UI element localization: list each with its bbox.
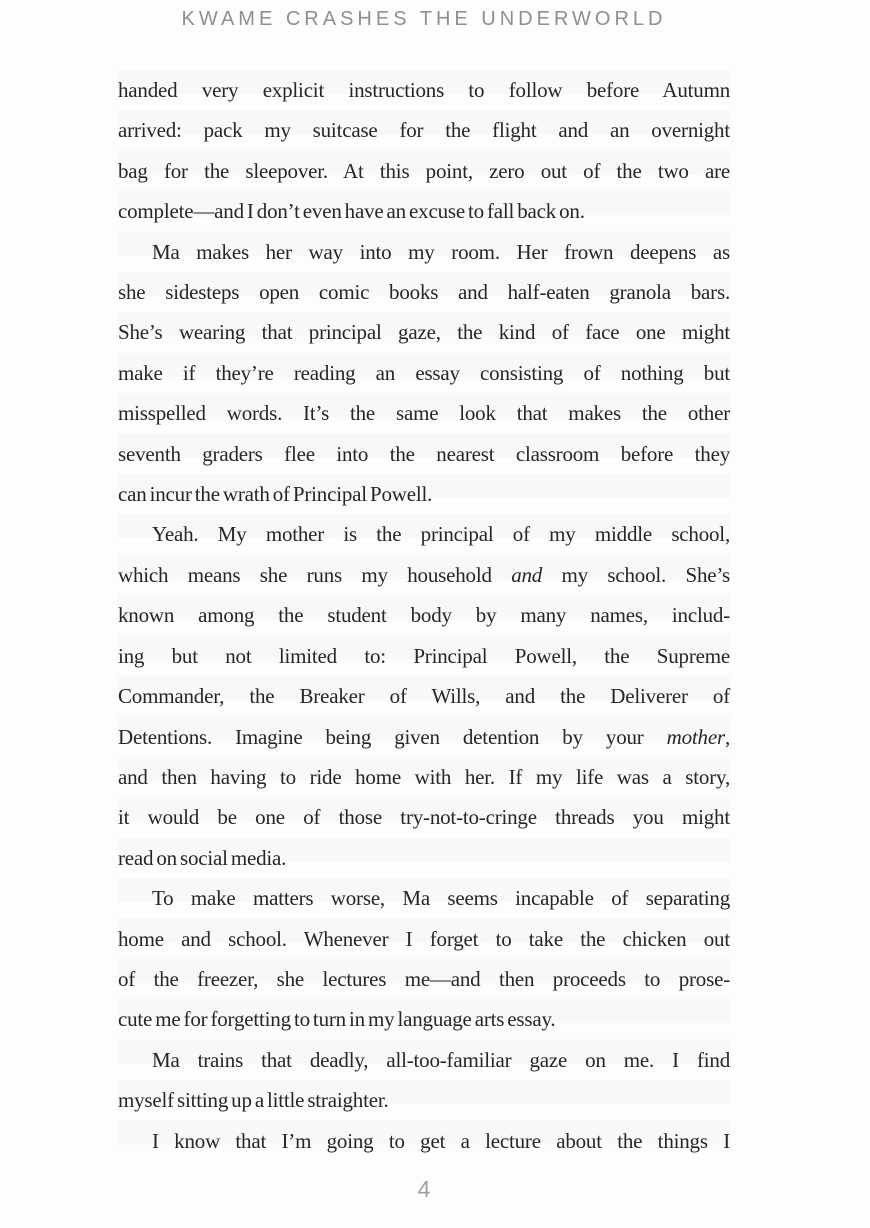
text-line: I know that I’m going to get a lecture about the things I [152,1128,730,1153]
page-number: 4 [417,1176,431,1202]
text-line: cute me for forgetting to turn in my language arts essay. [118,1007,556,1032]
text-line: known among the student body by many names, includ- [118,603,730,628]
paragraph [118,70,730,232]
text-line: she sidesteps open comic books and half-eaten granola bars. [118,280,730,305]
paragraph [118,878,730,1040]
text-line: ing but not limited to: Principal Powell, the Supreme [118,643,730,668]
text-line: it would be one of those try-not-to-cringe threads you might [118,805,730,830]
text-line: To make matters worse, Ma seems incapable of separating [152,886,730,911]
text-line: Detentions. Imagine being given detention by your mother, [118,724,730,749]
paragraph [118,1121,730,1161]
text-line: complete—and I don’t even have an excuse to fall back on. [118,199,585,224]
text-line: bag for the sleepover. At this point, zero out of the two are [118,158,730,183]
running-header: KWAME CRASHES THE UNDERWORLD [181,8,667,30]
text-line: make if they’re reading an essay consisting of nothing but [118,360,730,385]
text-line: handed very explicit instructions to follow before Autumn [118,78,730,102]
text-line: read on social media. [118,845,287,870]
paragraph [118,514,730,878]
text-line: can incur the wrath of Principal Powell. [118,482,433,507]
text-line: misspelled words. It’s the same look that makes the other [118,401,730,426]
text-line: and then having to ride home with her. If my life was a story, [118,764,730,789]
page-body [118,70,730,1161]
text-line: She’s wearing that principal gaze, the kind of face one might [118,320,730,345]
text-line: arrived: pack my suitcase for the flight and an overnight [118,118,730,143]
text-line: home and school. Whenever I forget to take the chicken out [118,926,730,951]
text-line: myself sitting up a little straighter. [118,1088,389,1113]
text-line: which means she runs my household and my school. She’s [118,562,730,587]
text-line: of the freezer, she lectures me—and then proceeds to prose- [118,966,730,991]
paragraph [118,1040,730,1121]
text-line: Commander, the Breaker of Wills, and the Deliverer of [118,684,730,709]
text-line: Ma trains that deadly, all-too-familiar gaze on me. I find [152,1047,730,1072]
text-line: Ma makes her way into my room. Her frown deepens as [152,239,730,264]
paragraph [118,232,730,515]
text-line: seventh graders flee into the nearest classroom before they [118,441,730,466]
text-line: Yeah. My mother is the principal of my middle school, [152,522,730,547]
